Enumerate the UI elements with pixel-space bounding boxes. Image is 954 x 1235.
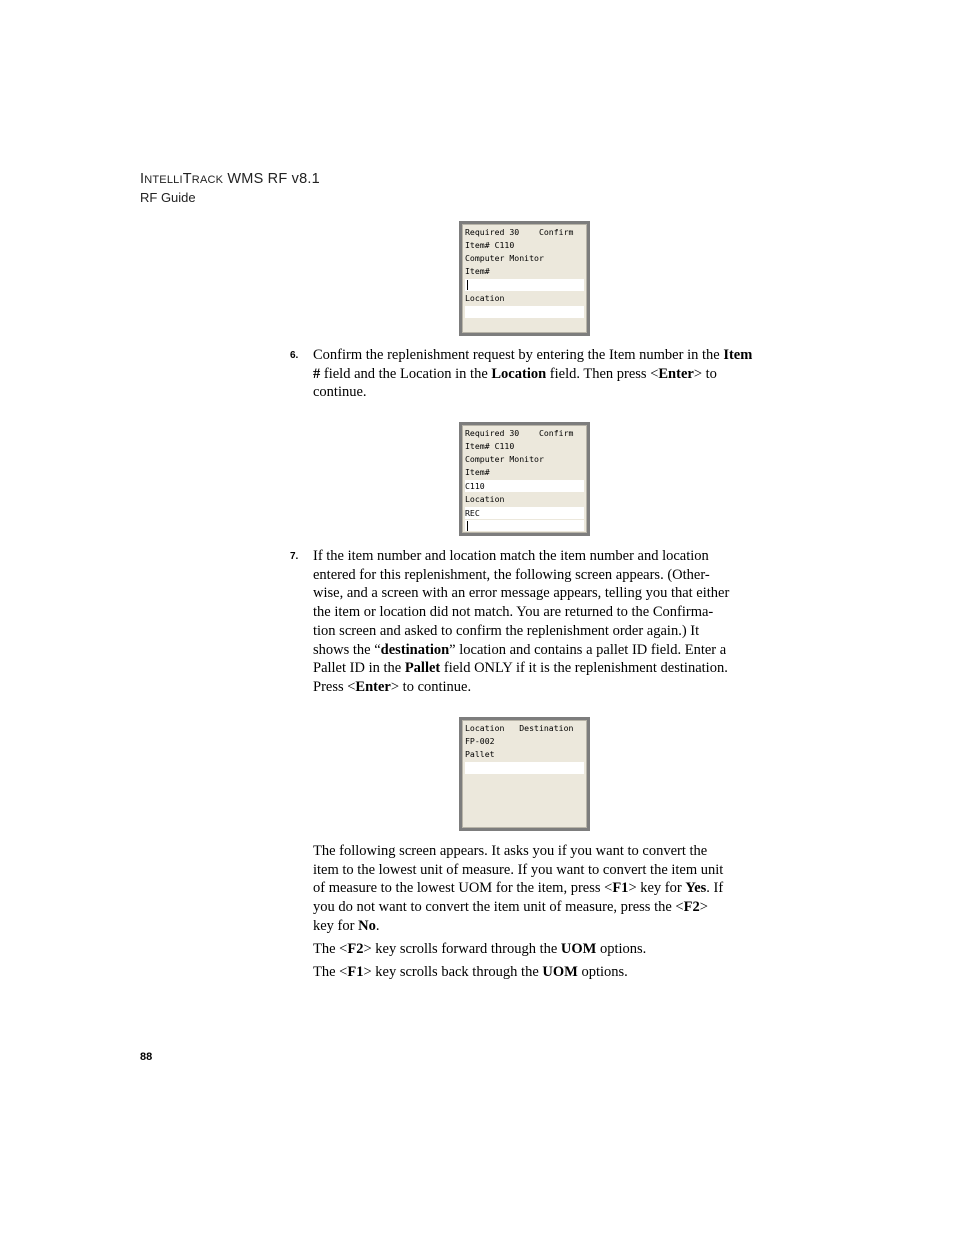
rf-screen-destination (459, 717, 590, 831)
rf-next-input[interactable] (465, 520, 584, 531)
text-cursor (467, 521, 468, 531)
step-number: 7. (290, 551, 299, 562)
rf-label-location: Location (465, 293, 505, 303)
rf-line-description: Computer Monitor (465, 253, 544, 263)
running-header (140, 170, 320, 206)
rf-line-location-destination: Location Destination (465, 723, 574, 733)
paragraph-f2-key: The <F2> key scrolls forward through the UOM options. (313, 941, 647, 957)
rf-label-item: Item# (465, 266, 490, 276)
page-number: 88 (140, 1051, 153, 1063)
rf-label-location: Location (465, 494, 505, 504)
rf-line-required: Required 30 Confirm (465, 227, 574, 237)
step-number: 6. (290, 350, 299, 361)
text-cursor (467, 280, 468, 290)
rf-item-input[interactable] (465, 279, 584, 291)
step-text: Confirm the replenishment request by entering the Item number in the Item # field and the Location in the Location field. Then press <Enter> to continue. (313, 347, 753, 401)
rf-item-input[interactable]: C110 (465, 480, 584, 492)
rf-pallet-input[interactable] (465, 762, 584, 774)
step-text: If the item number and location match the item number and location entered for this replenishment, the following screen appears. (Other- wise, and a screen with an error message appears, telling you that either the item or location did not match. You are returned to the Confirma- tion screen and asked to confirm the replenishment order again.) It shows the “destination” location and contains a pallet ID field. Enter a Pallet ID in the Pallet field ONLY if it is the replenishment destination. Press <Enter> to continue. (313, 548, 730, 695)
rf-line-item: Item# C110 (465, 240, 515, 250)
paragraph-uom-convert: The following screen appears. It asks you if you want to convert the item to the lowest unit of measure. If you want to convert the item unit of measure to the lowest UOM for the item, press <F1> key for Yes. If you do not want to convert the item unit of measure, press the <F2> key for No. (313, 843, 724, 934)
header-title: INTELLITRACK WMS RF v8.1 (140, 171, 320, 187)
rf-line-required: Required 30 Confirm (465, 428, 574, 438)
rf-label-item: Item# (465, 467, 490, 477)
rf-screen-confirm-filled (459, 422, 590, 536)
rf-location-input[interactable] (465, 306, 584, 318)
rf-line-item: Item# C110 (465, 441, 515, 451)
rf-label-pallet: Pallet (465, 749, 495, 759)
header-subtitle: RF Guide (140, 190, 196, 205)
paragraph-f1-key: The <F1> key scrolls back through the UOM options. (313, 964, 628, 980)
rf-location-input[interactable]: REC (465, 507, 584, 519)
rf-screen-confirm-empty (459, 221, 590, 336)
rf-line-description: Computer Monitor (465, 454, 544, 464)
rf-line-location-code: FP-002 (465, 736, 495, 746)
